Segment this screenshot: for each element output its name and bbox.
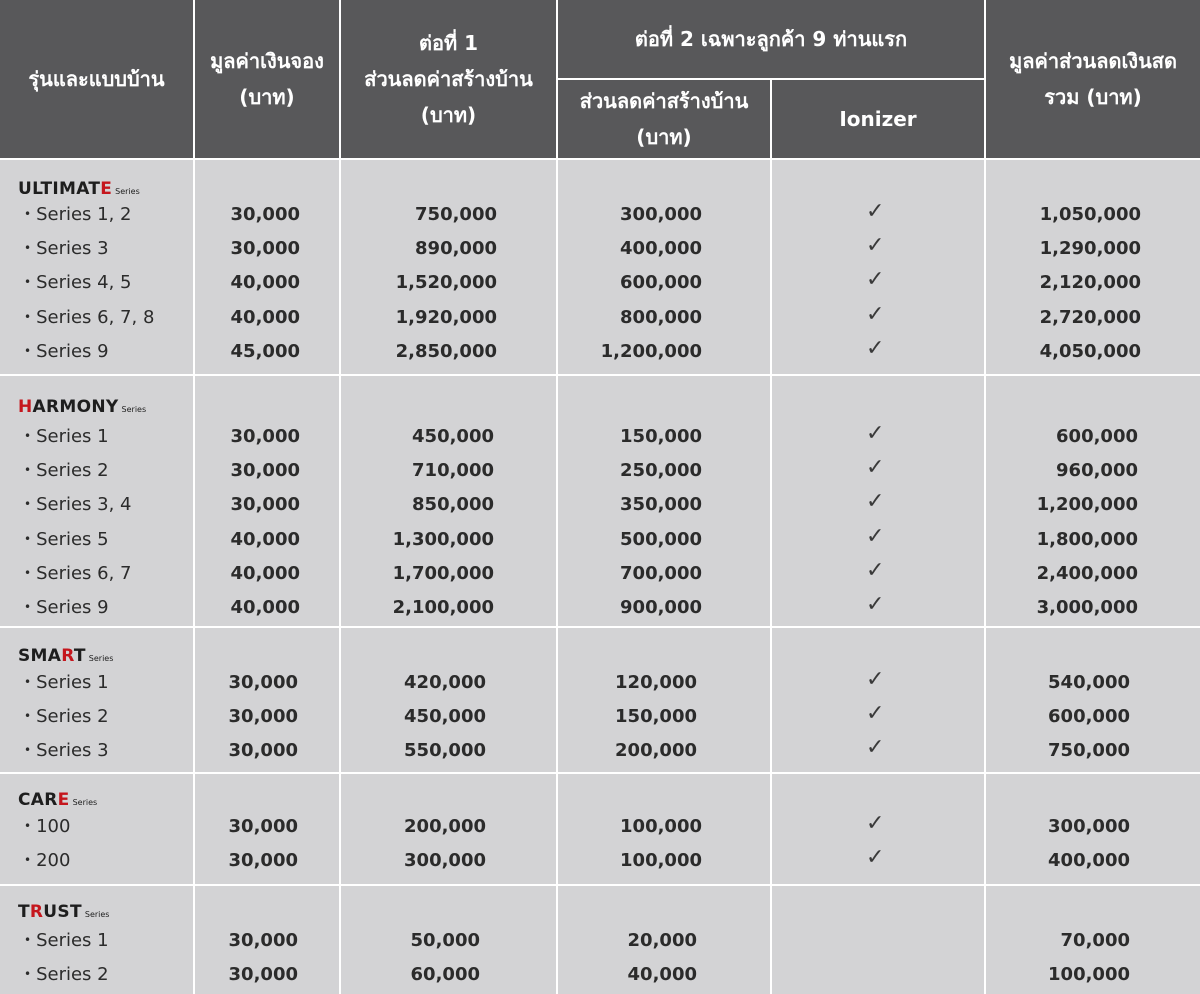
model-name: Series 1, 2 (36, 204, 132, 225)
tier1-discount-value: 450,000 (412, 426, 494, 447)
tier2-discount-value: 120,000 (615, 672, 697, 693)
tier2-discount-value: 800,000 (620, 307, 702, 328)
check-icon: ✓ (866, 811, 885, 836)
check-icon: ✓ (866, 735, 885, 760)
list-item (24, 238, 109, 259)
series-brand-smart: SMART Series (18, 646, 114, 666)
model-name: Series 1 (36, 426, 109, 447)
header-tier2-discount: ส่วนลดค่าสร้างบ้าน (บาท) (558, 80, 770, 158)
total-discount-value: 2,120,000 (1039, 272, 1141, 293)
bullet-icon: • (24, 463, 32, 477)
tier1-discount-value: 550,000 (404, 740, 486, 761)
header-tier1-discount: ต่อที่ 1 ส่วนลดค่าสร้างบ้าน (บาท) (341, 0, 556, 158)
check-icon: ✓ (866, 233, 885, 258)
header-total: มูลค่าส่วนลดเงินสด รวม (บาท) (986, 0, 1200, 158)
tier1-discount-value: 710,000 (412, 460, 494, 481)
tier1-discount-value: 850,000 (412, 494, 494, 515)
bullet-icon: • (24, 853, 32, 867)
check-icon: ✓ (866, 489, 885, 514)
list-item (24, 816, 70, 837)
tier1-discount-value: 420,000 (404, 672, 486, 693)
list-item (24, 597, 109, 618)
deposit-value: 30,000 (230, 460, 300, 481)
deposit-value: 45,000 (230, 341, 300, 362)
total-discount-value: 1,200,000 (1036, 494, 1138, 515)
header-tier2: ต่อที่ 2 เฉพาะลูกค้า 9 ท่านแรก (558, 0, 984, 78)
deposit-value: 40,000 (230, 529, 300, 550)
model-name: Series 1 (36, 672, 109, 693)
bullet-icon: • (24, 967, 32, 981)
list-item (24, 272, 132, 293)
tier2-discount-value: 700,000 (620, 563, 702, 584)
check-icon: ✓ (866, 524, 885, 549)
deposit-value: 30,000 (230, 494, 300, 515)
list-item (24, 494, 132, 515)
total-discount-value: 2,720,000 (1039, 307, 1141, 328)
bullet-icon: • (24, 207, 32, 221)
model-name: 200 (36, 850, 71, 871)
deposit-value: 40,000 (230, 563, 300, 584)
model-name: Series 3 (36, 238, 109, 259)
bullet-icon: • (24, 709, 32, 723)
total-discount-value: 70,000 (1060, 930, 1130, 951)
model-name: Series 6, 7 (36, 563, 132, 584)
deposit-value: 30,000 (230, 204, 300, 225)
bullet-icon: • (24, 344, 32, 358)
list-item (24, 563, 132, 584)
model-name: Series 9 (36, 597, 109, 618)
bullet-icon: • (24, 429, 32, 443)
total-discount-value: 1,800,000 (1036, 529, 1138, 550)
header-model: รุ่นและแบบบ้าน (0, 0, 193, 158)
deposit-value: 40,000 (230, 272, 300, 293)
list-item (24, 529, 109, 550)
total-discount-value: 300,000 (1048, 816, 1130, 837)
model-name: Series 1 (36, 930, 109, 951)
check-icon: ✓ (866, 421, 885, 446)
deposit-value: 30,000 (230, 238, 300, 259)
deposit-value: 30,000 (228, 930, 298, 951)
bullet-icon: • (24, 743, 32, 757)
total-discount-value: 4,050,000 (1039, 341, 1141, 362)
tier1-discount-value: 50,000 (410, 930, 480, 951)
list-item (24, 850, 70, 871)
deposit-value: 30,000 (230, 426, 300, 447)
check-icon: ✓ (866, 845, 885, 870)
total-discount-value: 1,290,000 (1039, 238, 1141, 259)
check-icon: ✓ (866, 592, 885, 617)
bullet-icon: • (24, 241, 32, 255)
tier2-discount-value: 300,000 (620, 204, 702, 225)
deposit-value: 40,000 (230, 307, 300, 328)
tier2-discount-value: 200,000 (615, 740, 697, 761)
bullet-icon: • (24, 600, 32, 614)
tier1-discount-value: 1,520,000 (395, 272, 497, 293)
tier1-discount-value: 2,850,000 (395, 341, 497, 362)
series-brand-care: CARE Series (18, 790, 98, 810)
deposit-value: 30,000 (228, 816, 298, 837)
bullet-icon: • (24, 933, 32, 947)
list-item (24, 426, 109, 447)
model-name: Series 2 (36, 964, 109, 985)
list-item (24, 204, 132, 225)
list-item (24, 706, 109, 727)
bullet-icon: • (24, 566, 32, 580)
bullet-icon: • (24, 275, 32, 289)
list-item (24, 460, 109, 481)
bullet-icon: • (24, 675, 32, 689)
deposit-value: 40,000 (230, 597, 300, 618)
tier1-discount-value: 300,000 (404, 850, 486, 871)
model-name: Series 5 (36, 529, 109, 550)
list-item (24, 307, 154, 328)
model-name: Series 6, 7, 8 (36, 307, 155, 328)
deposit-value: 30,000 (228, 672, 298, 693)
check-icon: ✓ (866, 267, 885, 292)
total-discount-value: 600,000 (1056, 426, 1138, 447)
tier2-discount-value: 40,000 (627, 964, 697, 985)
model-name: Series 2 (36, 706, 109, 727)
tier2-discount-value: 150,000 (620, 426, 702, 447)
header-ionizer: Ionizer (772, 80, 984, 158)
bullet-icon: • (24, 819, 32, 833)
check-icon: ✓ (866, 302, 885, 327)
tier2-discount-value: 400,000 (620, 238, 702, 259)
deposit-value: 30,000 (228, 850, 298, 871)
tier1-discount-value: 2,100,000 (392, 597, 494, 618)
list-item (24, 672, 109, 693)
tier1-discount-value: 750,000 (415, 204, 497, 225)
model-name: 100 (36, 816, 71, 837)
tier1-discount-value: 200,000 (404, 816, 486, 837)
model-name: Series 3 (36, 740, 109, 761)
tier2-discount-value: 500,000 (620, 529, 702, 550)
deposit-value: 30,000 (228, 706, 298, 727)
tier2-discount-value: 900,000 (620, 597, 702, 618)
tier2-discount-value: 100,000 (620, 850, 702, 871)
tier1-discount-value: 450,000 (404, 706, 486, 727)
check-icon: ✓ (866, 199, 885, 224)
check-icon: ✓ (866, 701, 885, 726)
bullet-icon: • (24, 497, 32, 511)
tier2-discount-value: 100,000 (620, 816, 702, 837)
tier2-discount-value: 20,000 (627, 930, 697, 951)
model-name: Series 2 (36, 460, 109, 481)
total-discount-value: 540,000 (1048, 672, 1130, 693)
tier2-discount-value: 150,000 (615, 706, 697, 727)
list-item (24, 964, 109, 985)
total-discount-value: 600,000 (1048, 706, 1130, 727)
tier2-discount-value: 600,000 (620, 272, 702, 293)
tier2-discount-value: 250,000 (620, 460, 702, 481)
total-discount-value: 100,000 (1048, 964, 1130, 985)
model-name: Series 9 (36, 341, 109, 362)
deposit-value: 30,000 (228, 740, 298, 761)
series-brand-trust: TRUST Series (18, 902, 110, 922)
tier2-discount-value: 350,000 (620, 494, 702, 515)
list-item (24, 930, 109, 951)
table-cell-bg (772, 886, 984, 994)
bullet-icon: • (24, 310, 32, 324)
model-name: Series 4, 5 (36, 272, 132, 293)
model-name: Series 3, 4 (36, 494, 132, 515)
tier1-discount-value: 890,000 (415, 238, 497, 259)
total-discount-value: 1,050,000 (1039, 204, 1141, 225)
header-deposit: มูลค่าเงินจอง (บาท) (195, 0, 339, 158)
tier1-discount-value: 60,000 (410, 964, 480, 985)
list-item (24, 341, 109, 362)
tier1-discount-value: 1,700,000 (392, 563, 494, 584)
bullet-icon: • (24, 532, 32, 546)
check-icon: ✓ (866, 336, 885, 361)
total-discount-value: 400,000 (1048, 850, 1130, 871)
series-brand-harmony: HARMONY Series (18, 397, 147, 417)
tier2-discount-value: 1,200,000 (600, 341, 702, 362)
total-discount-value: 3,000,000 (1036, 597, 1138, 618)
check-icon: ✓ (866, 667, 885, 692)
series-brand-ultimate: ULTIMATE Series (18, 179, 140, 199)
check-icon: ✓ (866, 558, 885, 583)
tier1-discount-value: 1,920,000 (395, 307, 497, 328)
total-discount-value: 2,400,000 (1036, 563, 1138, 584)
check-icon: ✓ (866, 455, 885, 480)
deposit-value: 30,000 (228, 964, 298, 985)
tier1-discount-value: 1,300,000 (392, 529, 494, 550)
list-item (24, 740, 109, 761)
total-discount-value: 960,000 (1056, 460, 1138, 481)
total-discount-value: 750,000 (1048, 740, 1130, 761)
